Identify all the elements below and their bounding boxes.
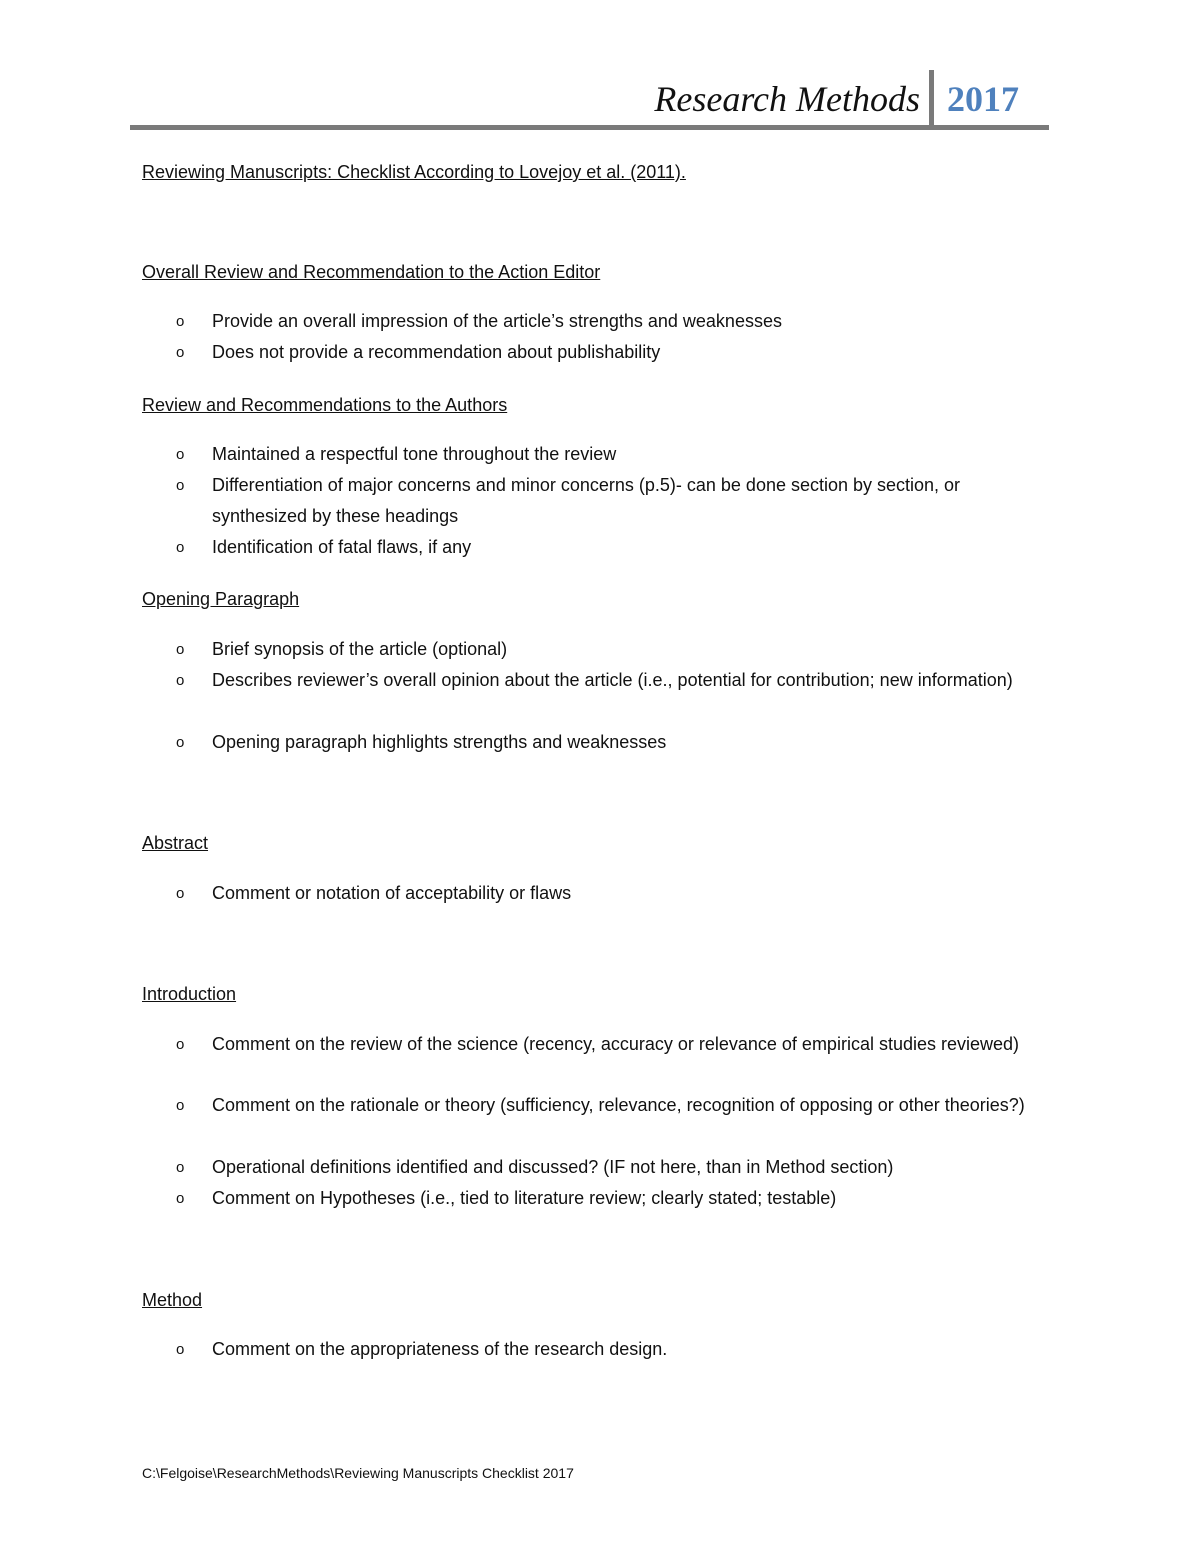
header-rule: [130, 125, 1049, 130]
list-item-text: Comment or notation of acceptability or flaws: [212, 883, 572, 903]
section-heading: Overall Review and Recommendation to the Action Editor: [142, 262, 601, 282]
list-item: [176, 306, 1046, 337]
list-item: [176, 878, 1046, 909]
list-item-text: Describes reviewer’s overall opinion about the article (i.e., potential for contribution; new information): [212, 670, 1013, 690]
footer-file-path: C:\Felgoise\ResearchMethods\Reviewing Manuscripts Checklist 2017: [142, 1465, 574, 1481]
list-item: [176, 439, 1046, 470]
list-item-text: Comment on Hypotheses (i.e., tied to literature review; clearly stated; testable): [212, 1188, 837, 1208]
bullet-icon: o: [176, 1159, 185, 1176]
list-item: [176, 634, 1046, 665]
list-item: [176, 1029, 1046, 1060]
section-heading: Method: [142, 1290, 203, 1310]
list-item-text: Does not provide a recommendation about publishability: [212, 342, 661, 362]
bullet-icon: o: [176, 477, 185, 494]
list-item-text: Comment on the review of the science (recency, accuracy or relevance of empirical studies reviewed): [212, 1034, 1020, 1054]
bullet-icon: o: [176, 1097, 185, 1114]
section-heading: Abstract: [142, 833, 209, 853]
bullet-icon: o: [176, 1190, 185, 1207]
list-item-text: Opening paragraph highlights strengths and weaknesses: [212, 732, 667, 752]
list-item-text: Provide an overall impression of the article’s strengths and weaknesses: [212, 311, 782, 331]
header-year: 2017: [947, 79, 1019, 119]
list-item: [176, 1090, 1046, 1121]
bullet-icon: o: [176, 641, 185, 658]
list-item: [176, 727, 1046, 758]
bullet-icon: o: [176, 344, 185, 361]
list-item: [176, 1152, 1046, 1183]
list-item: [176, 1334, 1046, 1365]
bullet-icon: o: [176, 1036, 185, 1053]
bullet-icon: o: [176, 1341, 185, 1358]
section-heading: Introduction: [142, 984, 237, 1004]
header-separator: [929, 70, 934, 128]
list-item-text: Operational definitions identified and discussed? (IF not here, than in Method section): [212, 1157, 894, 1177]
bullet-icon: o: [176, 885, 185, 902]
list-item: [176, 337, 1046, 368]
header-title: Research Methods: [654, 79, 920, 119]
bullet-icon: o: [176, 734, 185, 751]
section-heading: Review and Recommendations to the Authors: [142, 395, 508, 415]
list-item: [176, 532, 1046, 563]
list-item-text: Differentiation of major concerns and minor concerns (p.5)- can be done section by section, or synthesized by these headings: [212, 475, 961, 526]
list-item: [176, 1183, 1046, 1214]
document-title: Reviewing Manuscripts: Checklist According to Lovejoy et al. (2011).: [142, 162, 686, 182]
list-item-text: Brief synopsis of the article (optional): [212, 639, 508, 659]
list-item-text: Identification of fatal flaws, if any: [212, 537, 472, 557]
bullet-icon: o: [176, 313, 185, 330]
list-item: [176, 470, 1046, 532]
list-item: [176, 665, 1046, 696]
bullet-icon: o: [176, 446, 185, 463]
section-heading: Opening Paragraph: [142, 589, 300, 609]
list-item-text: Comment on the rationale or theory (sufficiency, relevance, recognition of opposing or other theories?): [212, 1095, 1025, 1115]
bullet-icon: o: [176, 672, 185, 689]
list-item-text: Comment on the appropriateness of the research design.: [212, 1339, 668, 1359]
bullet-icon: o: [176, 539, 185, 556]
list-item-text: Maintained a respectful tone throughout the review: [212, 444, 617, 464]
